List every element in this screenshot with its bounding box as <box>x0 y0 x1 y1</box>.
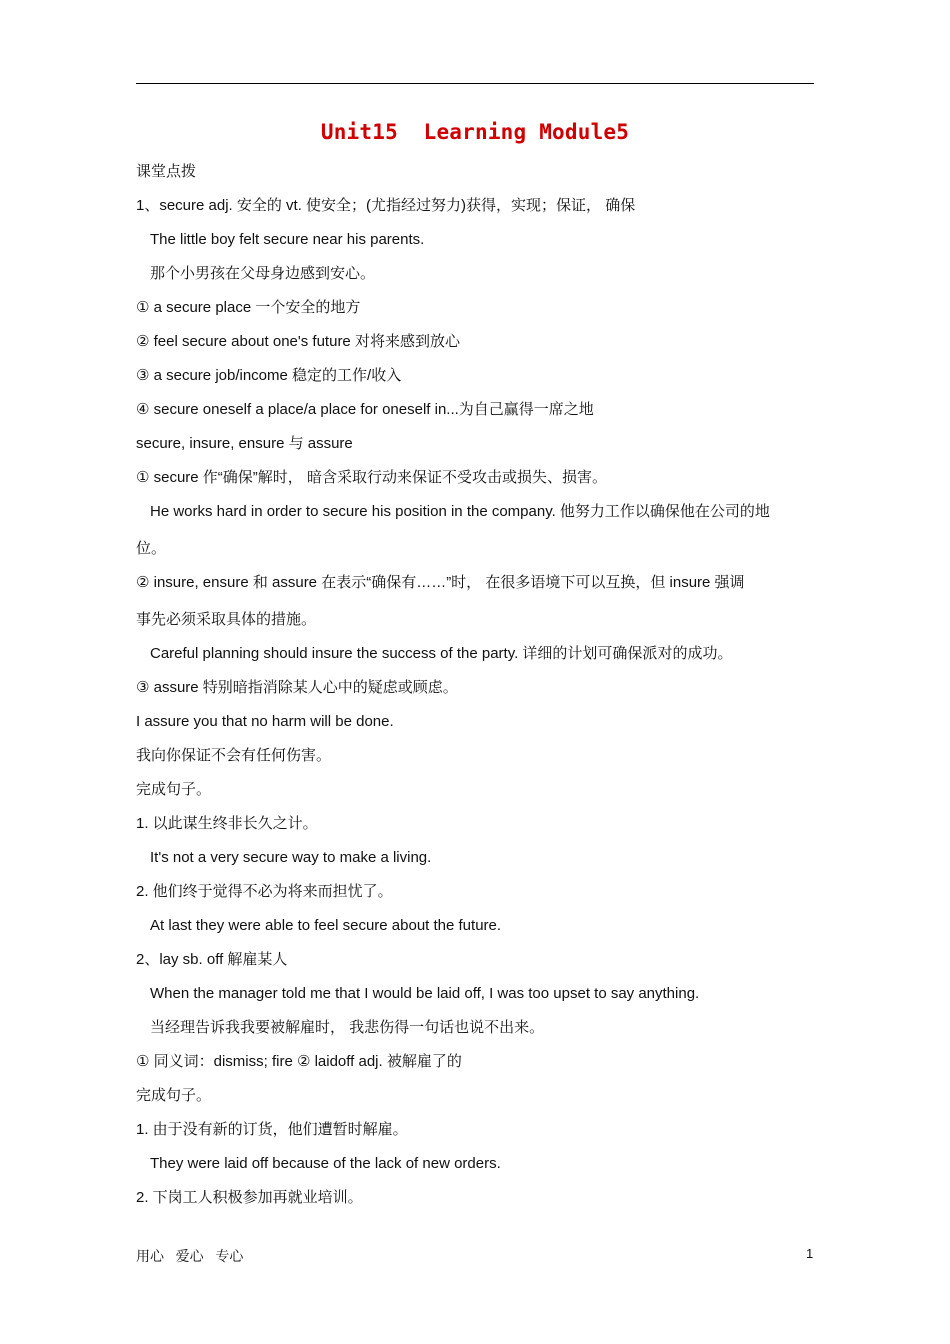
phrase-item: ① a secure place 一个安全的地方 <box>136 299 361 316</box>
phrase-item: ② feel secure about one's future 对将来感到放心 <box>136 333 460 350</box>
section-heading: 课堂点拨 <box>136 163 197 180</box>
exercise-heading: 完成句子。 <box>136 781 212 798</box>
example-translation: 我向你保证不会有任何伤害。 <box>136 747 332 764</box>
document-body <box>136 155 816 1215</box>
synonym-note: ① 同义词：dismiss; fire ② laidoff adj. 被解雇了的 <box>136 1053 462 1070</box>
example-sentence: When the manager told me that I would be laid off, I was too upset to say anything. <box>150 985 700 1002</box>
exercise-prompt: 2. 下岗工人积极参加再就业培训。 <box>136 1189 363 1206</box>
header-rule <box>136 83 814 84</box>
usage-note-continued: 事先必须采取具体的措施。 <box>136 611 317 628</box>
example-translation: 当经理告诉我我要被解雇时， 我悲伤得一句话也说不出来。 <box>150 1019 545 1036</box>
usage-note: ① secure 作“确保”解时， 暗含采取行动来保证不受攻击或损失、损害。 <box>136 469 607 486</box>
exercise-prompt: 2. 他们终于觉得不必为将来而担忧了。 <box>136 883 393 900</box>
example-sentence: He works hard in order to secure his position in the company. 他努力工作以确保他在公司的地 <box>150 503 770 520</box>
exercise-prompt: 1. 由于没有新的订货，他们遭暂时解雇。 <box>136 1121 408 1138</box>
vocab-entry: 2、lay sb. off 解雇某人 <box>136 951 288 968</box>
exercise-answer: They were laid off because of the lack of new orders. <box>150 1155 501 1172</box>
example-translation: 那个小男孩在父母身边感到安心。 <box>150 265 376 282</box>
exercise-heading: 完成句子。 <box>136 1087 212 1104</box>
example-sentence: I assure you that no harm will be done. <box>136 713 394 730</box>
example-sentence: The little boy felt secure near his parents. <box>150 231 425 248</box>
phrase-item: ③ a secure job/income 稳定的工作/收入 <box>136 367 402 384</box>
phrase-item: ④ secure oneself a place/a place for oneself in...为自己赢得一席之地 <box>136 401 594 418</box>
vocab-entry: 1、secure adj. 安全的 vt. 使安全；(尤指经过努力)获得，实现；保证， 确保 <box>136 197 636 214</box>
exercise-answer: At last they were able to feel secure about the future. <box>150 917 502 934</box>
document-title: Unit15 Learning Module5 <box>320 120 630 144</box>
usage-note: ③ assure 特别暗指消除某人心中的疑虑或顾虑。 <box>136 679 458 696</box>
example-sentence-continued: 位。 <box>136 540 167 557</box>
page-number: 1 <box>806 1246 814 1261</box>
footer-motto: 用心 爱心 专心 <box>136 1248 244 1264</box>
example-sentence: Careful planning should insure the success of the party. 详细的计划可确保派对的成功。 <box>150 645 733 662</box>
comparison-heading: secure, insure, ensure 与 assure <box>136 435 353 452</box>
exercise-answer: It's not a very secure way to make a living. <box>150 849 432 866</box>
usage-note: ② insure, ensure 和 assure 在表示“确保有……”时， 在很多语境下可以互换，但 insure 强调 <box>136 574 745 591</box>
exercise-prompt: 1. 以此谋生终非长久之计。 <box>136 815 318 832</box>
